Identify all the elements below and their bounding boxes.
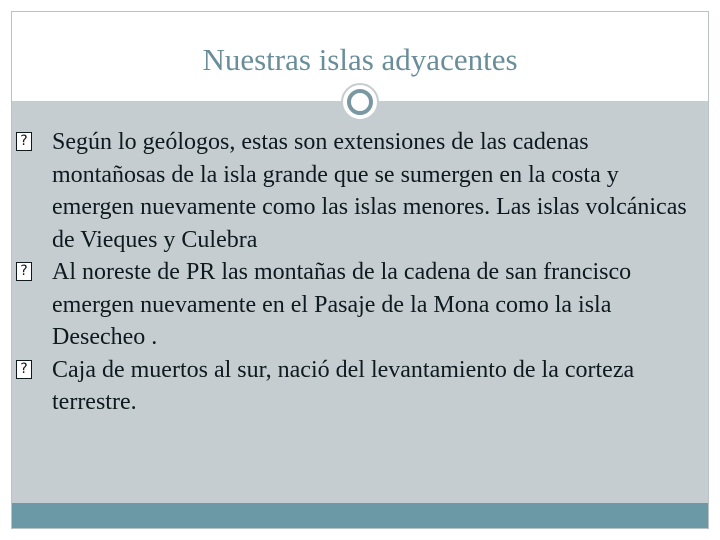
bullet-list bbox=[16, 126, 706, 419]
bullet-item bbox=[16, 354, 706, 419]
bullet-marker-icon: ? bbox=[16, 262, 32, 281]
ornament-ring bbox=[347, 89, 373, 115]
slide bbox=[11, 11, 709, 529]
bullet-item bbox=[16, 256, 706, 354]
footer-bar bbox=[12, 503, 708, 528]
bullet-text: Caja de muertos al sur, nació del levantamiento de la corteza terrestre. bbox=[52, 356, 635, 415]
bullet-marker-icon: ? bbox=[16, 132, 32, 151]
bullet-item bbox=[16, 126, 706, 256]
circle-ornament-icon bbox=[341, 83, 379, 121]
bullet-text: Al noreste de PR las montañas de la cadena de san francisco emergen nuevamente en el Pasaje de la Mona como la isla Desecheo . bbox=[52, 259, 632, 350]
slide-title: Nuestras islas adyacentes bbox=[202, 42, 518, 77]
bullet-marker-icon: ? bbox=[16, 360, 32, 379]
bullet-text: Según lo geólogos, estas son extensiones de las cadenas montañosas de la isla grande que se sumergen en la costa y emergen nuevamente como las islas menores. Las islas volcánicas de Vieques y Culebra bbox=[52, 129, 687, 253]
